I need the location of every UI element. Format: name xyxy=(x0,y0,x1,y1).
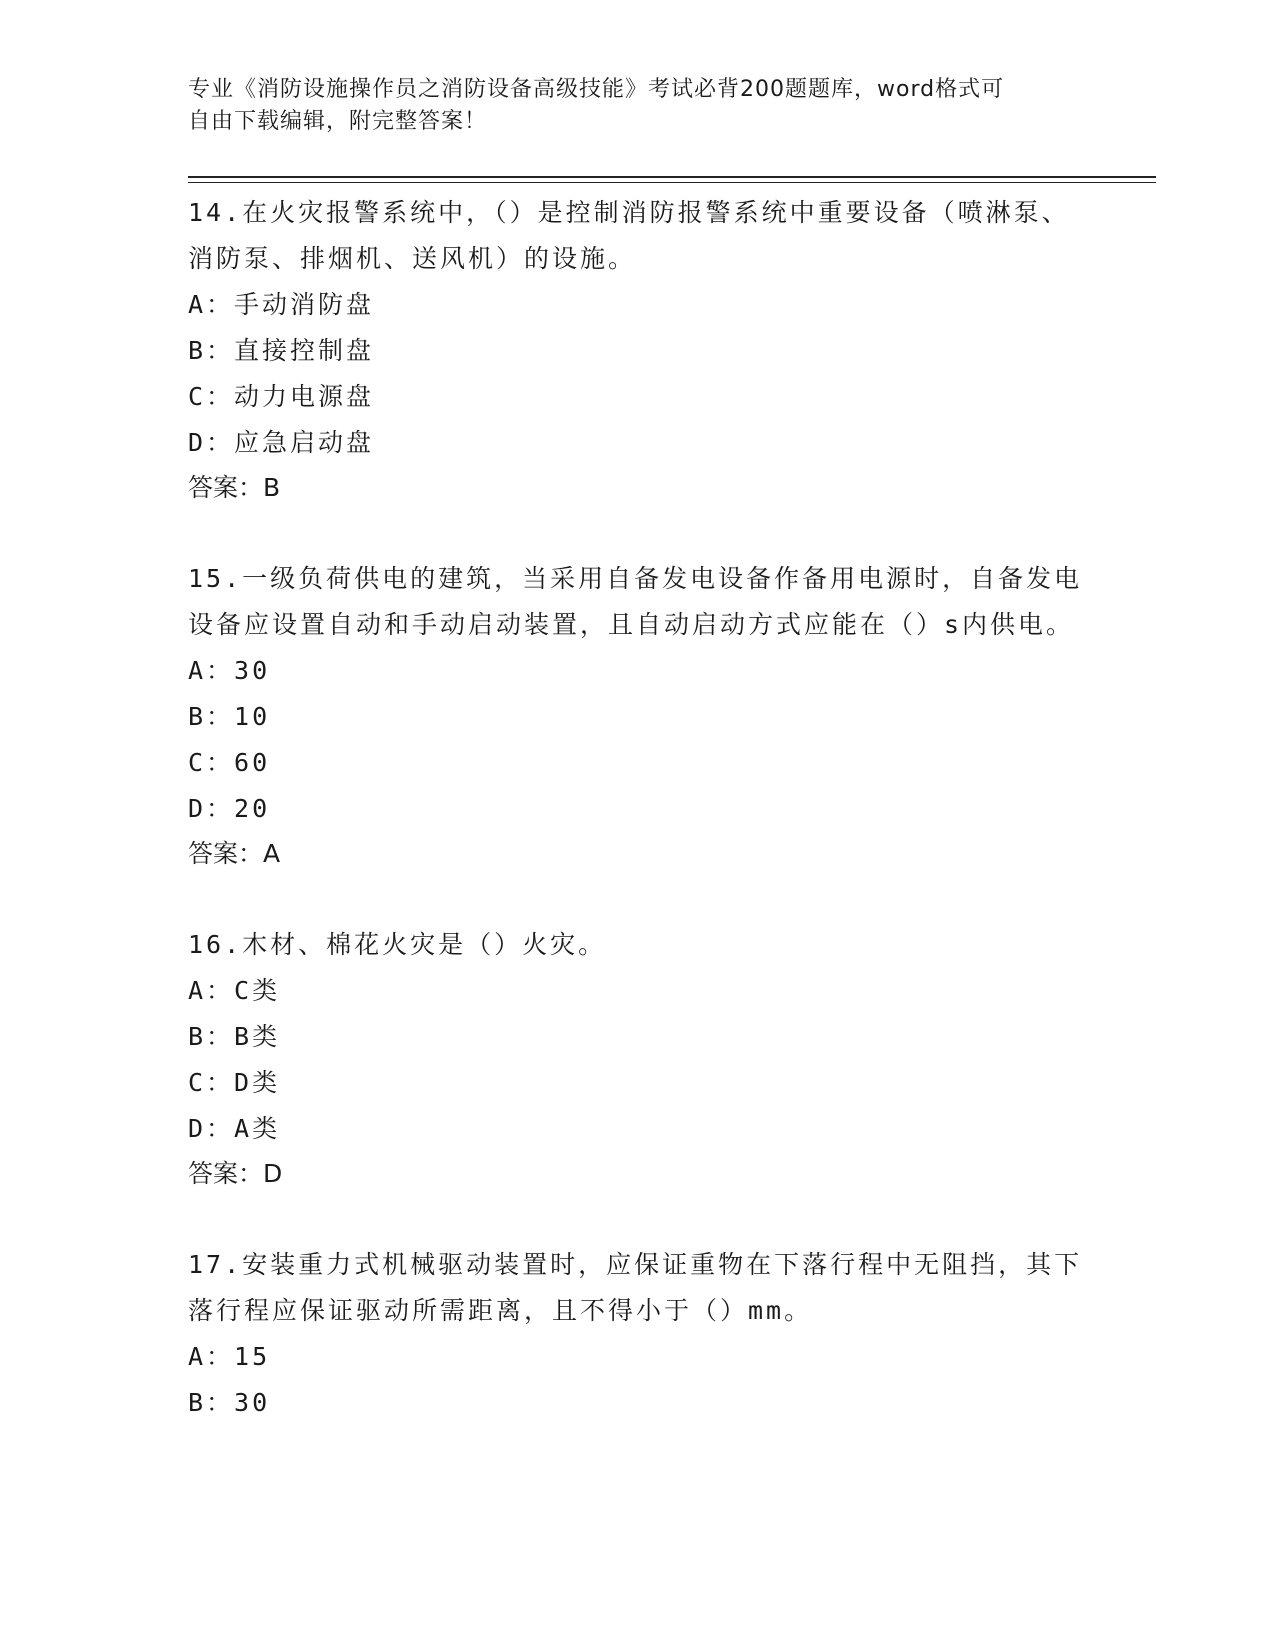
header-line-2: 自由下载编辑，附完整答案！ xyxy=(188,109,488,134)
option-d: D：20 xyxy=(188,794,271,823)
question-15 xyxy=(188,556,1088,876)
option-b: B：30 xyxy=(188,1388,271,1417)
answer-label: 答案：A xyxy=(188,839,281,868)
option-c: C：动力电源盘 xyxy=(188,382,375,411)
header-line-1: 专业《消防设施操作员之消防设备高级技能》考试必背200题题库，word格式可 xyxy=(188,77,1005,102)
option-c: C：60 xyxy=(188,748,271,777)
answer-label: 答案：D xyxy=(188,1159,283,1188)
option-b: B：直接控制盘 xyxy=(188,336,375,365)
header-divider-thin xyxy=(188,182,1156,183)
option-a: A：手动消防盘 xyxy=(188,290,375,319)
option-b: B：10 xyxy=(188,702,271,731)
question-16 xyxy=(188,922,1088,1196)
option-d: D：应急启动盘 xyxy=(188,428,375,457)
question-stem: 16.木材、棉花火灾是（）火灾。 xyxy=(188,930,607,959)
option-c: C：D类 xyxy=(188,1068,281,1097)
option-d: D：A类 xyxy=(188,1114,281,1143)
header-divider-thick xyxy=(188,176,1156,178)
question-stem: 14.在火灾报警系统中，（）是控制消防报警系统中重要设备（喷淋泵、消防泵、排烟机、送风机）的设施。 xyxy=(188,198,1070,273)
question-17 xyxy=(188,1242,1088,1426)
question-stem: 17.安装重力式机械驱动装置时，应保证重物在下落行程中无阻挡，其下落行程应保证驱动所需距离，且不得小于（）mm。 xyxy=(188,1250,1083,1325)
option-a: A：15 xyxy=(188,1342,271,1371)
question-list xyxy=(188,190,1088,1472)
option-a: A：C类 xyxy=(188,976,281,1005)
option-b: B：B类 xyxy=(188,1022,281,1051)
question-14 xyxy=(188,190,1088,510)
document-header xyxy=(188,74,1068,138)
question-stem: 15.一级负荷供电的建筑，当采用自备发电设备作备用电源时，自备发电设备应设置自动和手动启动装置，且自动启动方式应能在（）s内供电。 xyxy=(188,564,1083,639)
answer-label: 答案：B xyxy=(188,473,281,502)
option-a: A：30 xyxy=(188,656,271,685)
